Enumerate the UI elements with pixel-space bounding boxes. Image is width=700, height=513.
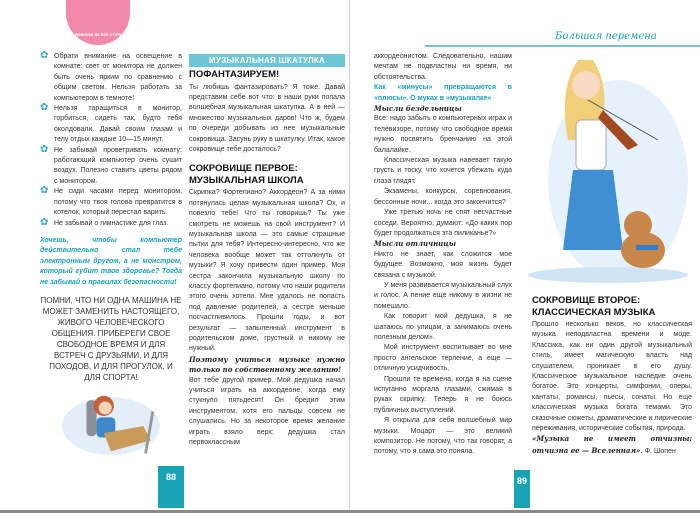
girl-with-violin-illustration xyxy=(518,50,695,285)
heading: СОКРОВИЩЕ ВТОРОЕ: КЛАССИЧЕСКАЯ МУЗЫКА xyxy=(532,295,656,318)
tips-list xyxy=(40,52,182,229)
tip: ✿ Обрати внимание на освещение в комнате: свет от монитора не должен быть очень ярким по сравнению с общим светом. Нельзя работать за компьютером в темноте! xyxy=(40,52,182,104)
paragraph: Классическая музыка навевает такую грусть и тоску, что хочется убежать куда глаза глядят. xyxy=(374,157,512,185)
caps-note: ПОМНИ, ЧТО НИ ОДНА МАШИНА НЕ МОЖЕТ ЗАМЕНИТЬ НАСТОЯЩЕГО, ЖИВОГО ЧЕЛОВЕЧЕСКОГО ОБЩЕНИЯ. ПРИБЕРЕГИ СВОЕ СВОБОДНОЕ ВРЕМЯ И ДЛЯ ВСТРЕЧ С ДРУЗЬЯМИ, И ДЛЯ ПОХОДОВ, И ДЛЯ ПРОГУЛОК, И ДЛЯ СПОРТА! xyxy=(40,295,182,382)
tip: ✿ Нельзя таращиться в монитор, горбиться, сидеть так, будто тебя околдовали. Давай своим глазам и телу отдых каждые 10—15 минут. xyxy=(40,104,182,146)
safety-callout: Хочешь, чтобы компьютер действительно стал тебе электронным другом, а не монстром, который губит твое здоровье? Тогда не забывай о правилах безопасности! xyxy=(40,236,182,286)
right-column-1 xyxy=(374,52,512,458)
page-number: 89 xyxy=(514,470,530,508)
left-page xyxy=(0,0,350,510)
page-number: 88 xyxy=(158,466,184,508)
script-highlight: Поэтому учиться музыке нужно только по собственному желанию! xyxy=(189,354,345,375)
middle-column xyxy=(189,54,345,449)
paragraph: Прошли те времена, когда я на сцене испуганно моргала глазами, сжимая в руках скрипку. Теперь я не боюсь публичных выступлений. xyxy=(374,375,512,414)
right-page xyxy=(350,0,700,510)
heading: СОКРОВИЩЕ ПЕРВОЕ: МУЗЫКАЛЬНАЯ ШКОЛА xyxy=(189,163,304,186)
paragraph: У меня развивается музыкальный слух и голос. А пение еще никому в жизни не помешало. xyxy=(374,281,512,310)
quote: «Музыка не имеет отчизны; отчизна ее — Вселенная». xyxy=(532,434,692,455)
paragraph: Экзамены, конкурсы, соревнования, бессонные ночи... когда это закончится? xyxy=(374,188,512,206)
paragraph: Прошло несколько веков, но классическая музыка неподвластна времени и моде. Классика, как ни один другой музыкальный стиль, имеет магическую власть над слушателем, проникает в его душу. Классическое музыкальное наследие очень богатое. Это концерты, симфонии, оперы, кантаты, романсы, пьесы, сонаты. Но еще классическая музыка богата темами. Это сказочные сюжеты, драматические и лирические переживания, исторические события, природа. xyxy=(532,321,692,433)
left-column xyxy=(40,52,182,462)
script-heading: Мысли бездельницы xyxy=(374,104,462,114)
section-banner: МУЗЫКАЛЬНАЯ ШКАТУЛКА xyxy=(189,54,345,67)
right-column-2 xyxy=(532,290,692,457)
section-badge: Девочка на все сто% xyxy=(66,0,130,45)
subheading: Как «минусы» превращаются в «плюсы». О муках в «музыкалке» xyxy=(374,84,512,102)
heading: ПОФАНТАЗИРУЕМ! xyxy=(189,69,280,80)
tip: ✿ Не сиди часами перед монитором, потому что твоя голова превратится в котелок, который перестал варить. xyxy=(40,187,182,218)
paragraph: Как говорит мой дедушка, я не шатаюсь по улицам, а занимаюсь очень полезным делом». xyxy=(374,313,512,341)
paragraph: Ты любишь фантазировать? Я тоже. Давай представим себе вот что: в наши руки попала волшебная музыкальная шкатулка. А в ней — множество музыкальных даров! Что ж, будем по очереди добывать из нее музыкальные сокровища. Засунь руку в шкатулку. Итак, какое сокровище тебе досталось? xyxy=(189,83,345,153)
script-heading: Мысли отличницы xyxy=(374,239,457,249)
tip: ✿ Не забывай о гимнастике для глаз. xyxy=(40,219,182,229)
paragraph: Вот тебе другой пример. Мой дедушка начал учиться играть на аккордеоне, когда ему стукнуло пятьдесят! Он бредил этим инструментом, хотя его пальцы совсем не слушались. Но за некоторое время желание играть взяло верх: дедушка стал первоклассным xyxy=(189,376,345,447)
girl-at-computer-illustration xyxy=(40,390,182,462)
paragraph: Никто не знает, как сложится мое будущее. Возможно, моя жизнь будет связана с музыкой. xyxy=(374,250,512,279)
paragraph: Я открыла для себя волшебный мир музыки. Моцарт — это великий композитор. Не потому, что так говорят, а потому, что я сама это поняла. xyxy=(374,417,512,456)
quote-author: Ф. Шопен xyxy=(644,447,676,455)
paragraph: Все: надо забыть о компьютерных играх и телевизоре, потому что свободное время нужно посвятить бренчанию на этой балалайке. xyxy=(374,115,512,154)
paragraph: Уже третью ночь не спят несчастные соседи. Вероятно, думают: «До каких пор будет продолжаться эта пиликанье?» xyxy=(374,209,512,237)
paragraph: Скрипка? Фортепиано? Аккордеон? А за ними потянулась целая музыкальная школа? Ох, и повезло тебе! Что ты говоришь? Ты уже смотреть не можешь на свой инструмент? И музыкальная школа — это самые страшные пытки для тебя? Интересно-интересно, что же человека вообще может так оттолкнуть от музыки? Я хочу привести один пример. Моя сестра закончила музыкальную школу по классу фортепиано, потому что наши родители этого очень хотели. Мне удалось не попасть под давление родителей, а сестре меньше посчастливилось. Прошли годы, и вот результат — запыленный инструмент в родительском доме, грустный и никому не нужный. xyxy=(189,189,345,353)
tip: ✿ Не забывай проветривать комнату: работающий компьютер очень сушит воздух. Полезно ставить цветы рядом с монитором. xyxy=(40,146,182,188)
section-header: Большая перемена xyxy=(555,31,657,42)
header-rule xyxy=(425,45,700,47)
paragraph: аккордеонистом. Следовательно, нашим мечтам не подвластны ни время, ни обстоятельства. xyxy=(374,53,512,81)
paragraph: Мой инструмент воспитывает во мне просто ангельское терпение, а еще — отличную усидчивость. xyxy=(374,344,512,373)
